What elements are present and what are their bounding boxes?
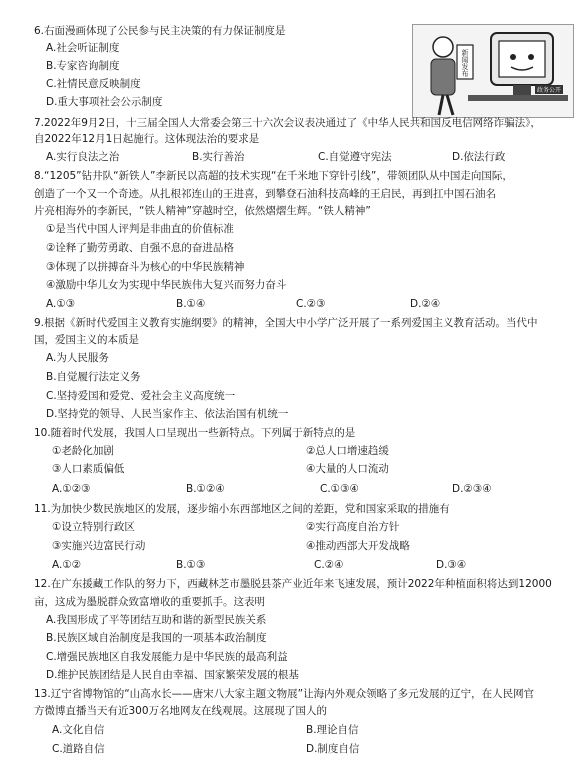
q10-item-2: ②总人口增速趋缓 (306, 445, 389, 457)
q10-item-3: ③人口素质偏低 (52, 463, 125, 475)
cartoon-illustration (413, 25, 573, 117)
q10-item-4: ④大量的人口流动 (306, 463, 389, 475)
q11-item-4: ④推动西部大开发战略 (306, 540, 410, 552)
q13-stem-2: 方微博直播当天有近300万名地网友在线观展。这展现了国人的 (34, 705, 328, 717)
q12-option-a: A.我国形成了平等团结互助和谐的新型民族关系 (46, 614, 267, 626)
q8-stem-2: 创造了一个又一个奇迹。从扎根祁连山的王进喜，到攀登石油科技高峰的王启民，再到扛中国石油名 (34, 188, 496, 200)
q9-stem: 9.根据《新时代爱国主义教育实施纲要》的精神，全国大中小学广泛开展了一系列爱国主义教育活动。当代中 (34, 317, 538, 329)
q13-option-c: C.道路自信 (52, 743, 105, 755)
cartoon-caption-text: 政务公开 (536, 87, 562, 94)
q12-stem: 12.在广东援藏工作队的努力下，西藏林芝市墨脱县茶产业近年来飞速发展，预计2022年种植面积将达到12000 (34, 578, 552, 590)
q10-option-a: A.①②③ (52, 483, 91, 495)
q7-option-c: C.自觉遵守宪法 (318, 151, 392, 163)
q11-option-a: A.①② (52, 559, 82, 571)
q7-option-a: A.实行良法之治 (46, 151, 120, 163)
q11-item-3: ③实施兴边富民行动 (52, 540, 146, 552)
q13-option-a: A.文化自信 (52, 724, 105, 736)
q9-option-c: C.坚持爱国和爱党、爱社会主义高度统一 (46, 390, 236, 402)
q11-item-2: ②实行高度自治方针 (306, 521, 400, 533)
q10-stem: 10.随着时代发展，我国人口呈现出一些新特点。下列属于新特点的是 (34, 427, 356, 439)
q10-item-1: ①老龄化加剧 (52, 445, 114, 457)
q6-option-a: A.社会听证制度 (46, 42, 120, 54)
q10-option-d: D.②③④ (452, 483, 492, 495)
q8-item-2: ②诠释了勤劳勇敢、自强不息的奋进品格 (46, 242, 234, 254)
q12-stem-2: 亩，这成为墨脱群众致富增收的重要抓手。这表明 (34, 596, 265, 608)
q8-item-1: ①是当代中国人评判是非曲直的价值标准 (46, 223, 234, 235)
q13-stem: 13.辽宁省博物馆的“山高水长——唐宋八大家主题文物展”让海内外观众领略了多元发展的辽宁，在人民网官 (34, 688, 535, 700)
q8-stem-3: 片亮相海外的李新民，“铁人精神”穿越时空，依然熠熠生辉。“铁人精神” (34, 205, 371, 217)
q13-option-d: D.制度自信 (306, 743, 360, 755)
q7-option-d: D.依法行政 (452, 151, 506, 163)
q8-item-3: ③体现了以拼搏奋斗为核心的中华民族精神 (46, 261, 245, 273)
q8-option-a: A.①③ (46, 298, 76, 310)
q8-option-d: D.②④ (410, 298, 441, 310)
q9-stem-2: 国，爱国主义的本质是 (34, 334, 139, 346)
q6-option-c: C.社情民意反映制度 (46, 78, 141, 90)
q6-option-b: B.专家咨询制度 (46, 60, 120, 72)
q6-cartoon (412, 24, 574, 118)
q9-option-b: B.自觉履行法定义务 (46, 371, 141, 383)
q7-stem-2: 自2022年12月1日起施行。这体现法治的要求是 (34, 133, 260, 145)
q10-option-c: C.①③④ (320, 483, 359, 495)
q8-item-4: ④激励中华儿女为实现中华民族伟大复兴而努力奋斗 (46, 279, 287, 291)
q12-option-d: D.维护民族团结是人民自由幸福、国家繁荣发展的根基 (46, 669, 299, 681)
q9-option-d: D.坚持党的领导、人民当家作主、依法治国有机统一 (46, 408, 289, 420)
q11-item-1: ①设立特别行政区 (52, 521, 135, 533)
q7-option-b: B.实行善治 (192, 151, 245, 163)
q10-option-b: B.①②④ (186, 483, 225, 495)
q11-option-b: B.①③ (176, 559, 206, 571)
q7-stem: 7.2022年9月2日，十三届全国人大常委会第三十六次会议表决通过了《中华人民共和国反电信网络诈骗法》， (34, 117, 541, 129)
q9-option-a: A.为人民服务 (46, 352, 109, 364)
q6-stem: 6.右面漫画体现了公民参与民主决策的有力保证制度是 (34, 25, 286, 37)
q8-option-c: C.②③ (296, 298, 326, 310)
q12-option-c: C.增强民族地区自我发展能力是中华民族的最高利益 (46, 651, 288, 663)
q12-option-b: B.民族区域自治制度是我国的一项基本政治制度 (46, 632, 267, 644)
cartoon-sign-text: 新闻发布 (461, 49, 469, 77)
q8-option-b: B.①④ (176, 298, 206, 310)
q11-option-d: D.③④ (436, 559, 467, 571)
q8-stem: 8.“1205”钻井队“新铁人”李新民以高超的技术实现“在千米地下穿针引线”，带领团队从中国走向国际， (34, 170, 513, 182)
q11-stem: 11.为加快少数民族地区的发展，逐步缩小东西部地区之间的差距，党和国家采取的措施有 (34, 503, 450, 515)
q6-option-d: D.重大事项社会公示制度 (46, 96, 163, 108)
q13-option-b: B.理论自信 (306, 724, 359, 736)
q11-option-c: C.②④ (314, 559, 344, 571)
